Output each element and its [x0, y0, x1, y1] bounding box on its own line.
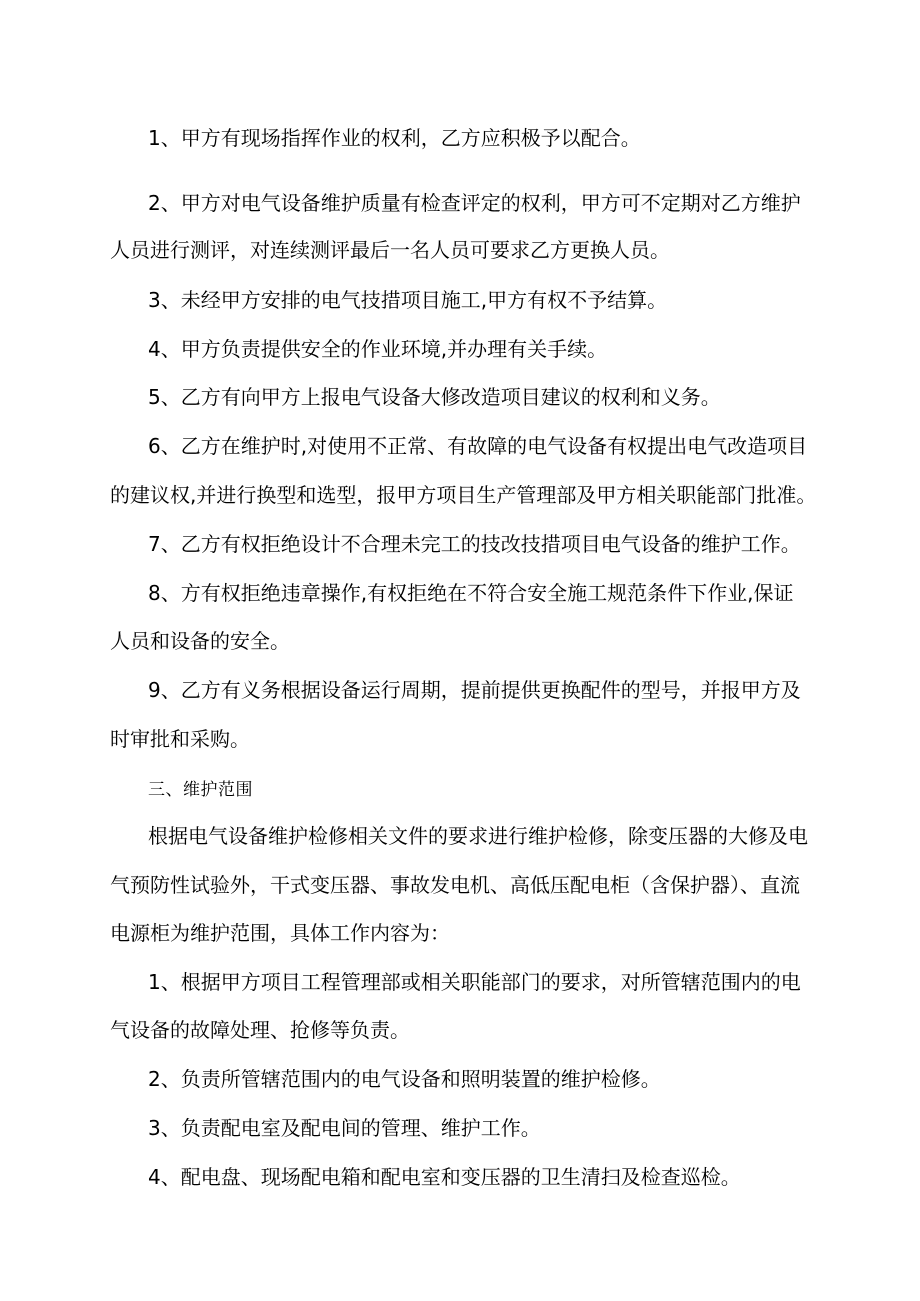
paragraph-line: 时审批和采购。	[110, 727, 250, 751]
paragraph-line: 1、甲方有现场指挥作业的权利，乙方应积极予以配合。	[148, 126, 641, 150]
paragraph-line: 1、根据甲方项目工程管理部或相关职能部门的要求，对所管辖范围内的电	[148, 970, 801, 994]
paragraph-line: 7、乙方有权拒绝设计不合理未完工的技改技措项目电气设备的维护工作。	[148, 532, 801, 556]
paragraph-line: 2、甲方对电气设备维护质量有检查评定的权利，甲方可不定期对乙方维护	[148, 191, 801, 215]
paragraph-line: 人员和设备的安全。	[110, 629, 290, 653]
paragraph-line: 人员进行测评，对连续测评最后一名人员可要求乙方更换人员。	[110, 238, 670, 262]
paragraph-line: 5、乙方有向甲方上报电气设备大修改造项目建议的权利和义务。	[148, 385, 721, 409]
paragraph-line: 4、配电盘、现场配电箱和配电室和变压器的卫生清扫及检查巡检。	[148, 1165, 741, 1189]
paragraph-line: 3、负责配电室及配电间的管理、维护工作。	[148, 1116, 541, 1140]
paragraph-line: 2、负责所管辖范围内的电气设备和照明装置的维护检修。	[148, 1067, 661, 1091]
paragraph-line: 气设备的故障处理、抢修等负责。	[110, 1018, 410, 1042]
paragraph-line: 的建议权,并进行换型和选型，报甲方项目生产管理部及甲方相关职能部门批准。	[110, 483, 817, 507]
paragraph-line: 3、未经甲方安排的电气技措项目施工,甲方有权不予结算。	[148, 288, 668, 312]
paragraph-line: 9、乙方有义务根据设备运行周期，提前提供更换配件的型号，并报甲方及	[148, 678, 801, 702]
section-heading: 三、维护范围	[148, 780, 253, 800]
paragraph-line: 4、甲方负责提供安全的作业环境,并办理有关手续。	[148, 337, 608, 361]
paragraph-line: 电源柜为维护范围，具体工作内容为：	[110, 921, 450, 945]
paragraph-line: 根据电气设备维护检修相关文件的要求进行维护检修，除变压器的大修及电	[148, 824, 808, 848]
paragraph-line: 8、方有权拒绝违章操作,有权拒绝在不符合安全施工规范条件下作业,保证	[148, 581, 794, 605]
paragraph-line: 气预防性试验外，干式变压器、事故发电机、高低压配电柜（含保护器）、直流	[110, 873, 800, 897]
paragraph-line: 6、乙方在维护时,对使用不正常、有故障的电气设备有权提出电气改造项目	[148, 434, 808, 458]
